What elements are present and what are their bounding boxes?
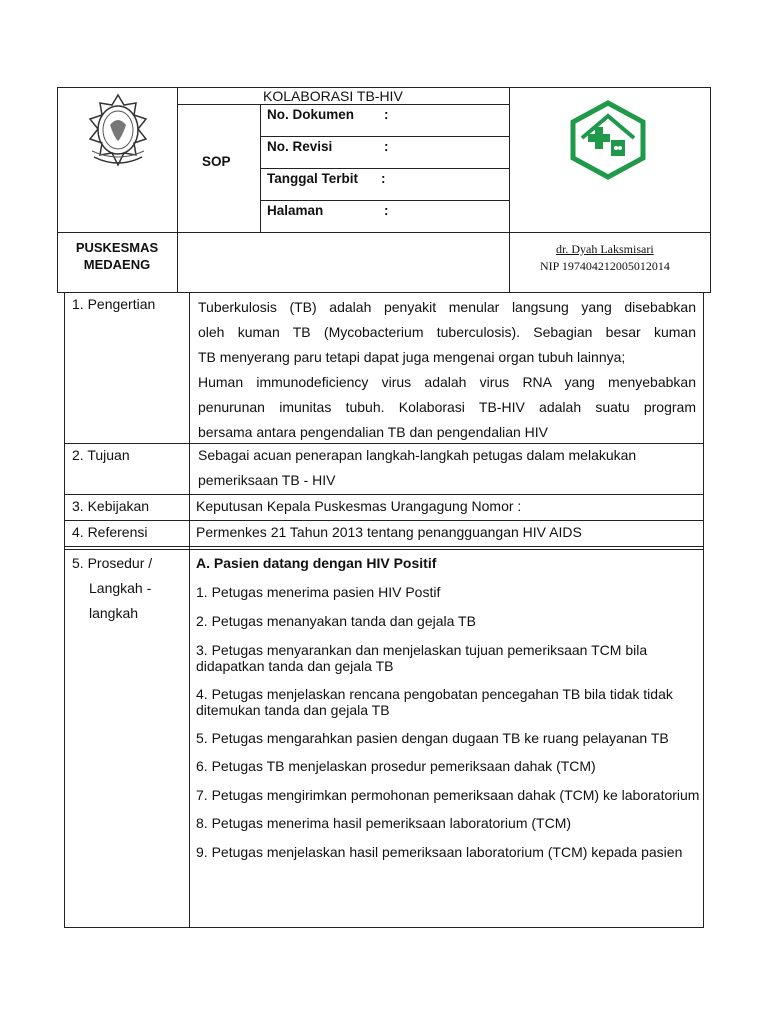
document-title: KOLABORASI TB-HIV — [263, 88, 403, 104]
row-divider — [64, 546, 704, 547]
row-divider — [64, 494, 704, 495]
step-item: 7. Petugas mengirimkan permohonan pemeriksaan dahak (TCM) ke laboratorium — [196, 787, 700, 803]
step-item: 3. Petugas menyarankan dan menjelaskan tujuan pemeriksaan TCM bila didapatkan tanda dan gejala TB — [196, 642, 648, 674]
header-col-left — [177, 87, 178, 293]
row-divider — [64, 549, 704, 550]
field-row-line — [260, 200, 509, 201]
step-item: 8. Petugas menerima hasil pemeriksaan laboratorium (TCM) — [196, 815, 572, 831]
pengertian-line: bersama antara pengendalian TB dan pengendalian HIV — [198, 424, 548, 440]
field-halaman-label: Halaman — [267, 203, 324, 218]
field-no-dokumen-sep: : — [384, 107, 389, 122]
field-tanggal-terbit-sep: : — [381, 171, 386, 186]
title-underline — [177, 104, 509, 105]
signer-name: dr. Dyah Laksmisari — [556, 242, 654, 256]
puskesmas-logo — [570, 100, 646, 180]
section-label-tujuan: 2. Tujuan — [72, 447, 130, 463]
step-item: 2. Petugas menanyakan tanda dan gejala TB — [196, 613, 476, 629]
step-item: 6. Petugas TB menjelaskan prosedur pemeriksaan dahak (TCM) — [196, 758, 596, 774]
org-name-line1: PUSKESMAS — [75, 240, 159, 255]
section-label-kebijakan: 3. Kebijakan — [72, 498, 150, 514]
header-col-right — [509, 87, 510, 293]
step-item: 9. Petugas menjelaskan hasil pemeriksaan laboratorium (TCM) kepada pasien — [196, 844, 683, 860]
pengertian-text — [198, 295, 696, 445]
row-divider — [64, 520, 704, 521]
field-halaman-sep: : — [384, 203, 389, 218]
pengertian-line: oleh kuman TB (Mycobacterium tuberculosis). Sebagian besar kuman — [198, 324, 696, 340]
referensi-text: Permenkes 21 Tahun 2013 tentang penangguangan HIV AIDS — [196, 524, 582, 540]
section-label-prosedur: langkah — [89, 605, 139, 621]
kebijakan-text: Keputusan Kepala Puskesmas Urangagung Nomor : — [196, 498, 522, 514]
pengertian-line: penurunan imunitas tubuh. Kolaborasi TB-HIV adalah suatu program — [198, 399, 696, 415]
field-no-dokumen-label: No. Dokumen — [267, 107, 355, 122]
step-item: 5. Petugas mengarahkan pasien dengan dugaan TB ke ruang pelayanan TB — [196, 730, 669, 746]
section-label-prosedur: 5. Prosedur / — [72, 555, 153, 571]
section-label-pengertian: 1. Pengertian — [72, 296, 156, 312]
section-label-prosedur: Langkah - — [89, 580, 152, 596]
field-no-revisi-sep: : — [384, 139, 389, 154]
tujuan-line: pemeriksaan TB - HIV — [198, 472, 336, 488]
header-divider — [57, 232, 711, 233]
prosedur-heading: A. Pasien datang dengan HIV Positif — [196, 555, 437, 571]
step-item: 4. Petugas menjelaskan rencana pengobatan pencegahan TB bila tidak tidak ditemukan tanda dan gejala TB — [196, 686, 673, 718]
field-row-line — [260, 136, 509, 137]
section-label-referensi: 4. Referensi — [72, 524, 148, 540]
pengertian-line: Tuberkulosis (TB) adalah penyakit menular langsung yang disebabkan — [198, 299, 696, 315]
field-no-revisi-label: No. Revisi — [267, 139, 333, 154]
signer-nip: NIP 197404212005012014 — [540, 259, 670, 273]
step-item: 1. Petugas menerima pasien HIV Postif — [196, 584, 441, 600]
pengertian-line: TB menyerang paru tetapi dapat juga mengenai organ tubuh lainnya; — [198, 349, 626, 365]
sop-label: SOP — [202, 154, 231, 169]
field-tanggal-terbit-label: Tanggal Terbit — [267, 171, 358, 186]
prosedur-steps — [196, 584, 701, 870]
government-emblem-logo — [72, 91, 164, 171]
org-name-line2: MEDAENG — [83, 257, 151, 272]
field-row-line — [260, 168, 509, 169]
tujuan-line: Sebagai acuan penerapan langkah-langkah petugas dalam melakukan — [198, 447, 637, 463]
pengertian-line: Human immunodeficiency virus adalah virus RNA yang menyebabkan — [198, 374, 696, 390]
content-col-divider — [189, 292, 190, 928]
